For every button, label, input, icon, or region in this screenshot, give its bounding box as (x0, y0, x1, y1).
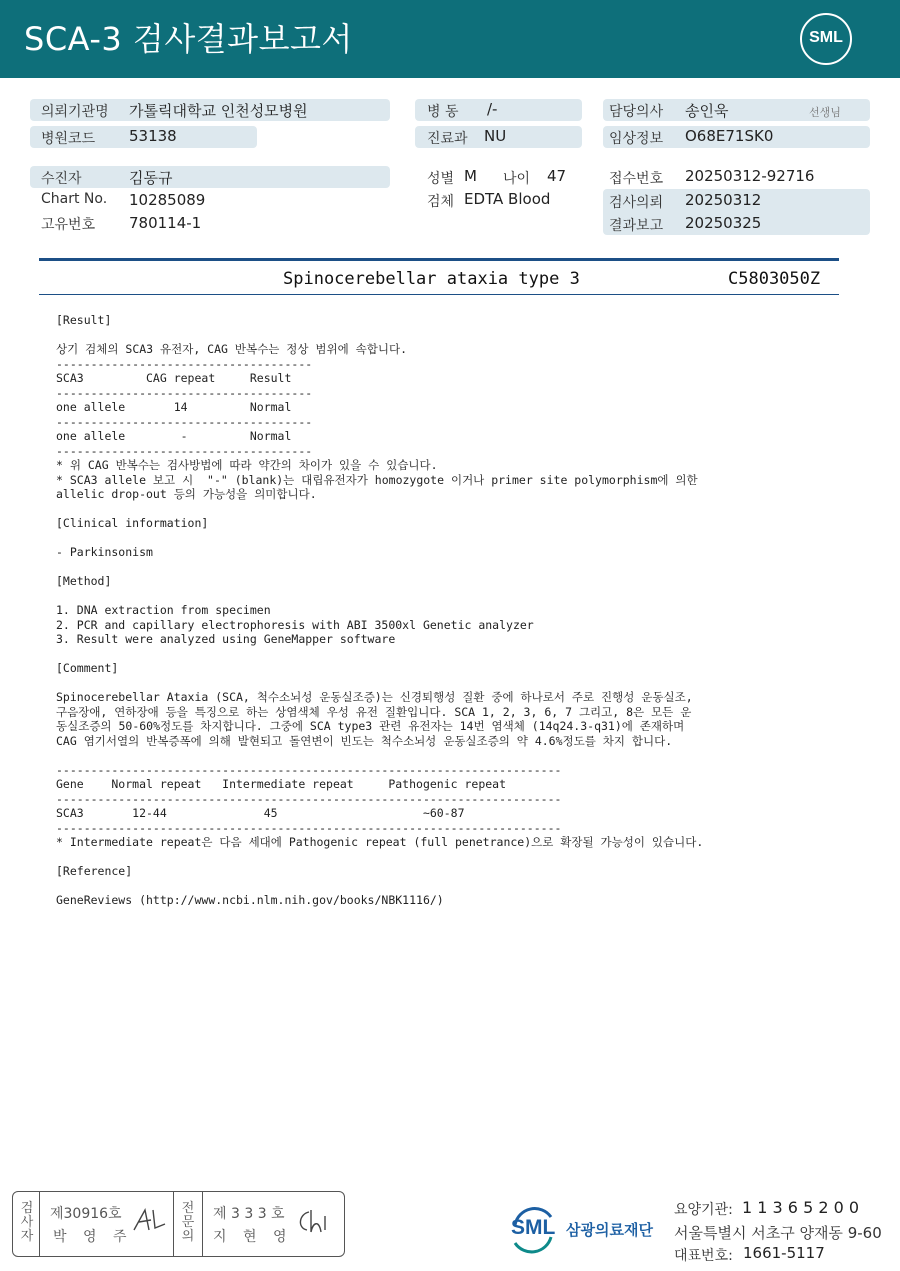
doctor-label: 담당의사 (609, 104, 664, 120)
examiner-signature (131, 1206, 169, 1236)
sml-footer-logo: SML (505, 1203, 561, 1255)
doctor-suffix: 선생님 (809, 106, 841, 119)
report-line: 상기 검체의 SCA3 유전자, CAG 반복수는 정상 범위에 속합니다. (56, 342, 407, 356)
phone-label: 대표번호: (674, 1248, 733, 1264)
report-line: [Method] (56, 574, 112, 588)
sex-label: 성별 (427, 171, 455, 187)
report-line: 3. Result were analyzed using GeneMapper software (56, 632, 396, 646)
report-line: ------------------------------------------------------------------------- (56, 762, 562, 777)
examiner-label: 검 사 자 (20, 1201, 34, 1244)
report-line: Spinocerebellar Ataxia (SCA, 척수소뇌성 운동실조증)는 신경퇴행성 질환 중에 하나로서 주로 진행성 운동실조, (56, 690, 693, 704)
report-line: [Clinical information] (56, 516, 209, 530)
report-line (56, 560, 703, 575)
report-line: SCA3 12-44 45 ~60-87 (56, 806, 465, 820)
report-line (56, 850, 703, 865)
report-line: 구음장애, 연하장애 등을 특징으로 하는 상염색체 우성 유전 질환입니다. SCA 1, 2, 3, 6, 7 그리고, 8은 모든 운 (56, 704, 692, 719)
bottom-rule (39, 294, 839, 295)
report-line (56, 502, 703, 517)
age-label: 나이 (503, 171, 531, 187)
examiner-name: 박 영 주 (53, 1229, 133, 1245)
signature-box (12, 1191, 345, 1257)
report-line: SCA3 CAG repeat Result (56, 371, 292, 385)
report-line: - Parkinsonism (56, 545, 153, 559)
report-line (56, 676, 703, 691)
report-line: 동실조증의 50-60%정도를 차지합니다. 그중에 SCA type3 관련 유전자는 14번 염색체 (14q24.3-q31)에 존재하며 (56, 719, 685, 733)
org-name: 삼광의료재단 (566, 1221, 653, 1239)
code-label: 요양기관: (674, 1202, 733, 1218)
patient-row (30, 166, 390, 188)
receipt-label: 접수번호 (609, 171, 664, 187)
hosp-code-label: 병원코드 (41, 131, 96, 147)
dept-value: NU (484, 127, 507, 145)
report-header (0, 0, 900, 78)
sml-logo-text: SML (809, 29, 843, 46)
report-line: ------------------------------------- (56, 443, 313, 458)
request-value: 20250312 (685, 191, 762, 209)
report-line: ------------------------------------- (56, 356, 313, 371)
report-line: [Reference] (56, 864, 133, 878)
report-line (56, 879, 703, 894)
ward-label: 병 동 (427, 104, 459, 120)
report-line: * Intermediate repeat은 다음 세대에 Pathogenic repeat (full penetrance)으로 확장될 가능성이 있습니다. (56, 835, 704, 849)
specialist-signature (295, 1206, 335, 1238)
chart-value: 10285089 (129, 191, 206, 209)
specialist-name: 지 현 영 (213, 1229, 293, 1245)
report-line: GeneReviews (http://www.ncbi.nlm.nih.gov/books/NBK1116/) (56, 893, 444, 907)
unique-label: 고유번호 (41, 217, 96, 233)
report-line (56, 328, 703, 343)
report-line (56, 647, 703, 662)
report-label: 결과보고 (609, 218, 664, 234)
sex-value: M (464, 167, 477, 185)
report-value: 20250325 (685, 214, 762, 232)
doctor-value: 송인욱 (685, 102, 729, 120)
examiner-number: 제30916호 (50, 1206, 122, 1222)
dept-label: 진료과 (427, 131, 468, 147)
org-label: 의뢰기관명 (41, 104, 109, 120)
report-line: ------------------------------------- (56, 414, 313, 429)
report-line: 2. PCR and capillary electrophoresis with ABI 3500xl Genetic analyzer (56, 617, 534, 632)
sml-logo (800, 13, 852, 65)
report-line: * 위 CAG 반복수는 검사방법에 따라 약간의 차이가 있을 수 있습니다. (56, 458, 438, 472)
report-line: ------------------------------------- (56, 385, 313, 400)
specimen-value: EDTA Blood (464, 190, 551, 208)
report-line: Gene Normal repeat Intermediate repeat Pathogenic repeat (56, 777, 507, 791)
report-line: 1. DNA extraction from specimen (56, 603, 271, 617)
org-value: 가톨릭대학교 인천성모병원 (129, 102, 308, 120)
phone-value: 1661-5117 (743, 1244, 825, 1262)
report-line: allelic drop-out 등의 가능성을 의미합니다. (56, 487, 317, 501)
report-body (56, 313, 703, 908)
report-line: ------------------------------------------------------------------------- (56, 791, 562, 806)
report-line (56, 531, 703, 546)
report-line: [Comment] (56, 661, 119, 675)
specialist-label: 전 문 의 (181, 1201, 195, 1244)
chart-label: Chart No. (41, 191, 108, 207)
receipt-value: 20250312-92716 (685, 167, 815, 185)
code-value: 1 1 3 6 5 2 0 0 (742, 1198, 860, 1217)
ward-value: /- (487, 100, 498, 118)
unique-value: 780114-1 (129, 214, 202, 232)
report-line: CAG 염기서열의 반복증폭에 의해 발현되고 돌연변이 빈도는 척수소뇌성 운동실조증의 약 4.6%정도를 차지 합니다. (56, 733, 673, 748)
age-value: 47 (547, 167, 567, 185)
report-title: SCA-3 검사결과보고서 (24, 20, 353, 58)
patient-value: 김동규 (129, 169, 173, 187)
test-name: Spinocerebellar ataxia type 3 (283, 269, 580, 289)
request-label: 검사의뢰 (609, 195, 664, 211)
report-line: one allele - Normal (56, 429, 292, 443)
report-line: ------------------------------------------------------------------------- (56, 820, 562, 835)
report-line: [Result] (56, 313, 112, 327)
patient-label: 수진자 (41, 171, 82, 187)
clinic-value: O68E71SK0 (685, 127, 774, 145)
report-line (56, 589, 703, 604)
org-address: 서울특별시 서초구 양재동 9-60 (674, 1224, 882, 1242)
top-rule (39, 258, 839, 261)
report-line: * SCA3 allele 보고 시 "-" (blank)는 대립유전자가 homozygote 이거나 primer site polymorphism에 의한 (56, 472, 698, 487)
test-code: C5803050Z (728, 269, 821, 289)
clinic-label: 임상정보 (609, 131, 664, 147)
specimen-label: 검체 (427, 194, 455, 210)
specialist-number: 제 3 3 3 호 (213, 1206, 285, 1222)
report-line: one allele 14 Normal (56, 400, 292, 414)
hosp-code-value: 53138 (129, 127, 177, 145)
report-line (56, 748, 703, 763)
